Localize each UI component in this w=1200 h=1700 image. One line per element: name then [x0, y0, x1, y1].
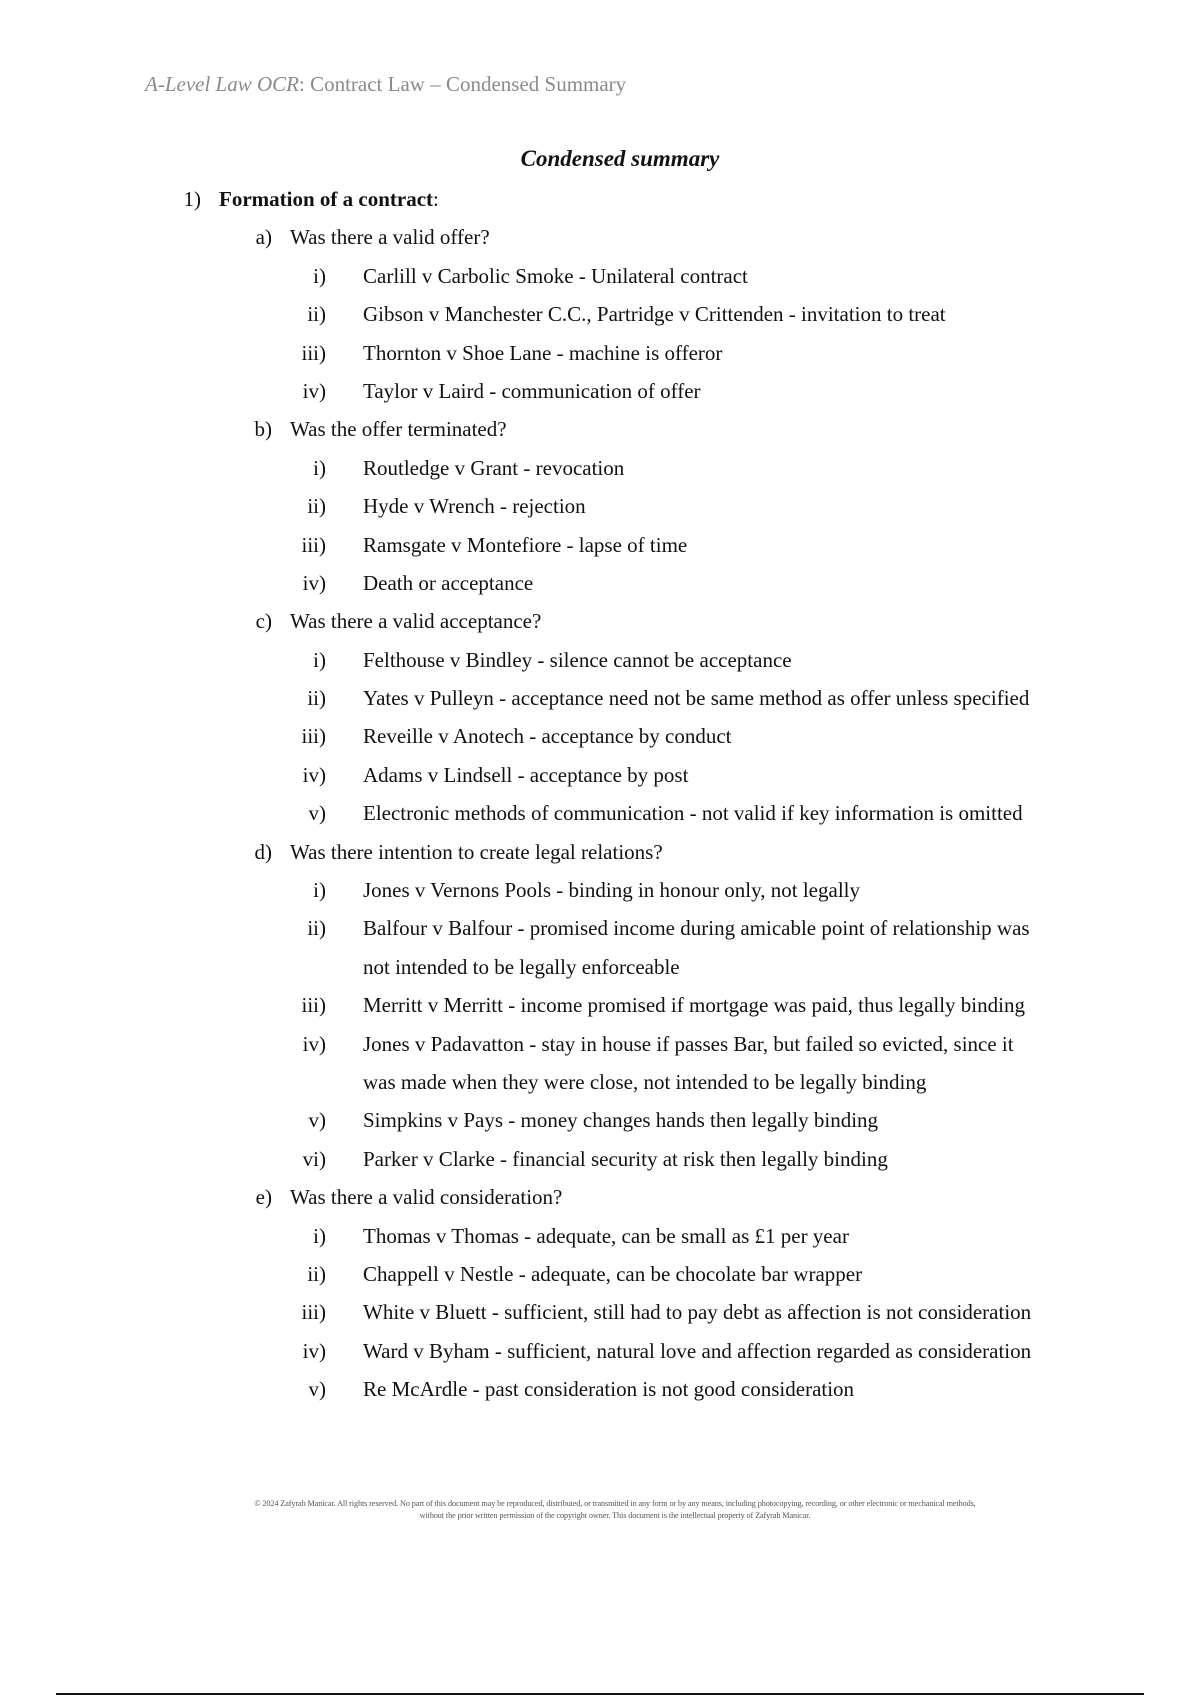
case-text: Jones v Padavatton - stay in house if passes Bar, but failed so evicted, since it	[363, 1031, 1014, 1056]
question-text: Was the offer terminated?	[290, 417, 507, 442]
case-number: ii)	[307, 302, 326, 327]
header-subtitle: : Contract Law – Condensed Summary	[298, 72, 627, 96]
question-row	[0, 602, 1200, 640]
case-number: iv)	[302, 570, 326, 595]
question-text: Was there a valid offer?	[290, 225, 490, 250]
question-text: Was there a valid consideration?	[290, 1185, 563, 1210]
question-text: Was there intention to create legal relations?	[290, 839, 663, 864]
case-text: White v Bluett - sufficient, still had to pay debt as affection is not consideration	[363, 1300, 1032, 1325]
question-row	[0, 1178, 1200, 1216]
case-number: iv)	[302, 762, 326, 787]
case-text: Death or acceptance	[363, 570, 534, 595]
case-number: iv)	[302, 1338, 326, 1363]
case-text: Adams v Lindsell - acceptance by post	[363, 762, 689, 787]
case-row	[0, 1140, 1200, 1178]
case-row	[0, 564, 1200, 602]
case-text: Gibson v Manchester C.C., Partridge v Crittenden - invitation to treat	[363, 302, 946, 327]
case-row	[0, 257, 1200, 295]
question-letter: b)	[254, 417, 272, 442]
case-number: iii)	[301, 532, 326, 557]
case-row	[0, 1101, 1200, 1139]
case-text: Hyde v Wrench - rejection	[363, 494, 586, 519]
case-row	[0, 717, 1200, 755]
case-text-continuation: not intended to be legally enforceable	[363, 954, 680, 979]
case-text: Simpkins v Pays - money changes hands then legally binding	[363, 1108, 879, 1133]
case-row	[0, 756, 1200, 794]
case-text: Routledge v Grant - revocation	[363, 455, 625, 480]
case-text: Taylor v Laird - communication of offer	[363, 378, 701, 403]
case-row-continuation	[0, 948, 1200, 986]
case-number: vi)	[302, 1146, 326, 1171]
case-row	[0, 1332, 1200, 1370]
section-number: 1)	[183, 187, 201, 211]
case-number: i)	[313, 1223, 326, 1248]
case-row	[0, 1370, 1200, 1408]
case-number: i)	[313, 455, 326, 480]
copyright-line-1: © 2024 Zafyrah Manicar. All rights reserved. No part of this document may be reproduced, distributed, or transmitted in any form or by any means, including photocopying, recording, or other electronic or mechanical methods,	[254, 1499, 976, 1508]
question-text: Was there a valid acceptance?	[290, 609, 542, 634]
case-row	[0, 871, 1200, 909]
case-number: v)	[308, 1108, 326, 1133]
case-number: v)	[308, 1377, 326, 1402]
section-heading-row	[0, 180, 1200, 218]
case-text: Parker v Clarke - financial security at risk then legally binding	[363, 1146, 888, 1171]
case-row	[0, 1217, 1200, 1255]
case-row	[0, 526, 1200, 564]
case-number: i)	[313, 263, 326, 288]
copyright-footer	[150, 1498, 1080, 1522]
case-row	[0, 1255, 1200, 1293]
case-number: iv)	[302, 1031, 326, 1056]
copyright-line-2: without the prior written permission of the copyright owner. This document is the intellectual property of Zafyrah Manicar.	[419, 1511, 811, 1520]
section-heading	[219, 180, 439, 218]
header-course: A-Level Law OCR	[145, 72, 299, 96]
question-row	[0, 833, 1200, 871]
case-row	[0, 641, 1200, 679]
case-text: Jones v Vernons Pools - binding in honour only, not legally	[363, 878, 860, 903]
case-text: Carlill v Carbolic Smoke - Unilateral contract	[363, 263, 748, 288]
case-number: ii)	[307, 916, 326, 941]
case-text: Thornton v Shoe Lane - machine is offeror	[363, 340, 723, 365]
case-row	[0, 1293, 1200, 1331]
case-number: ii)	[307, 1261, 326, 1286]
question-letter: d)	[254, 839, 272, 864]
case-number: v)	[308, 801, 326, 826]
case-row	[0, 794, 1200, 832]
case-number: i)	[313, 878, 326, 903]
case-text-continuation: was made when they were close, not intended to be legally binding	[363, 1069, 927, 1094]
page-title: Condensed summary	[520, 146, 720, 171]
case-number: i)	[313, 647, 326, 672]
case-row	[0, 449, 1200, 487]
question-row	[0, 410, 1200, 448]
question-letter: a)	[255, 225, 272, 250]
section-heading-text: Formation of a contract	[219, 187, 434, 211]
case-row-continuation	[0, 1063, 1200, 1101]
section-heading-colon: :	[433, 187, 439, 211]
case-text: Ramsgate v Montefiore - lapse of time	[363, 532, 688, 557]
case-number: ii)	[307, 494, 326, 519]
case-number: iii)	[301, 1300, 326, 1325]
case-row	[0, 295, 1200, 333]
case-number: iii)	[301, 993, 326, 1018]
case-row	[0, 372, 1200, 410]
case-text: Electronic methods of communication - not valid if key information is omitted	[363, 801, 1023, 826]
case-text: Balfour v Balfour - promised income during amicable point of relationship was	[363, 916, 1030, 941]
case-row	[0, 1025, 1200, 1063]
case-text: Yates v Pulleyn - acceptance need not be same method as offer unless specified	[363, 686, 1030, 711]
case-number: ii)	[307, 686, 326, 711]
question-letter: e)	[255, 1185, 272, 1210]
case-number: iii)	[301, 724, 326, 749]
case-row	[0, 986, 1200, 1024]
question-letter: c)	[255, 609, 272, 634]
question-row	[0, 218, 1200, 256]
case-row	[0, 909, 1200, 947]
case-text: Felthouse v Bindley - silence cannot be acceptance	[363, 647, 792, 672]
case-text: Merritt v Merritt - income promised if mortgage was paid, thus legally binding	[363, 993, 1025, 1018]
case-number: iii)	[301, 340, 326, 365]
case-number: iv)	[302, 378, 326, 403]
case-text: Reveille v Anotech - acceptance by conduct	[363, 724, 732, 749]
case-text: Re McArdle - past consideration is not good consideration	[363, 1377, 855, 1402]
case-row	[0, 334, 1200, 372]
case-row	[0, 679, 1200, 717]
summary-outline	[0, 180, 1200, 1409]
case-text: Ward v Byham - sufficient, natural love and affection regarded as consideration	[363, 1338, 1032, 1363]
case-text: Chappell v Nestle - adequate, can be chocolate bar wrapper	[363, 1261, 863, 1286]
case-row	[0, 487, 1200, 525]
page-bottom-rule	[56, 1693, 1144, 1695]
case-text: Thomas v Thomas - adequate, can be small as £1 per year	[363, 1223, 849, 1248]
running-header	[145, 72, 626, 97]
